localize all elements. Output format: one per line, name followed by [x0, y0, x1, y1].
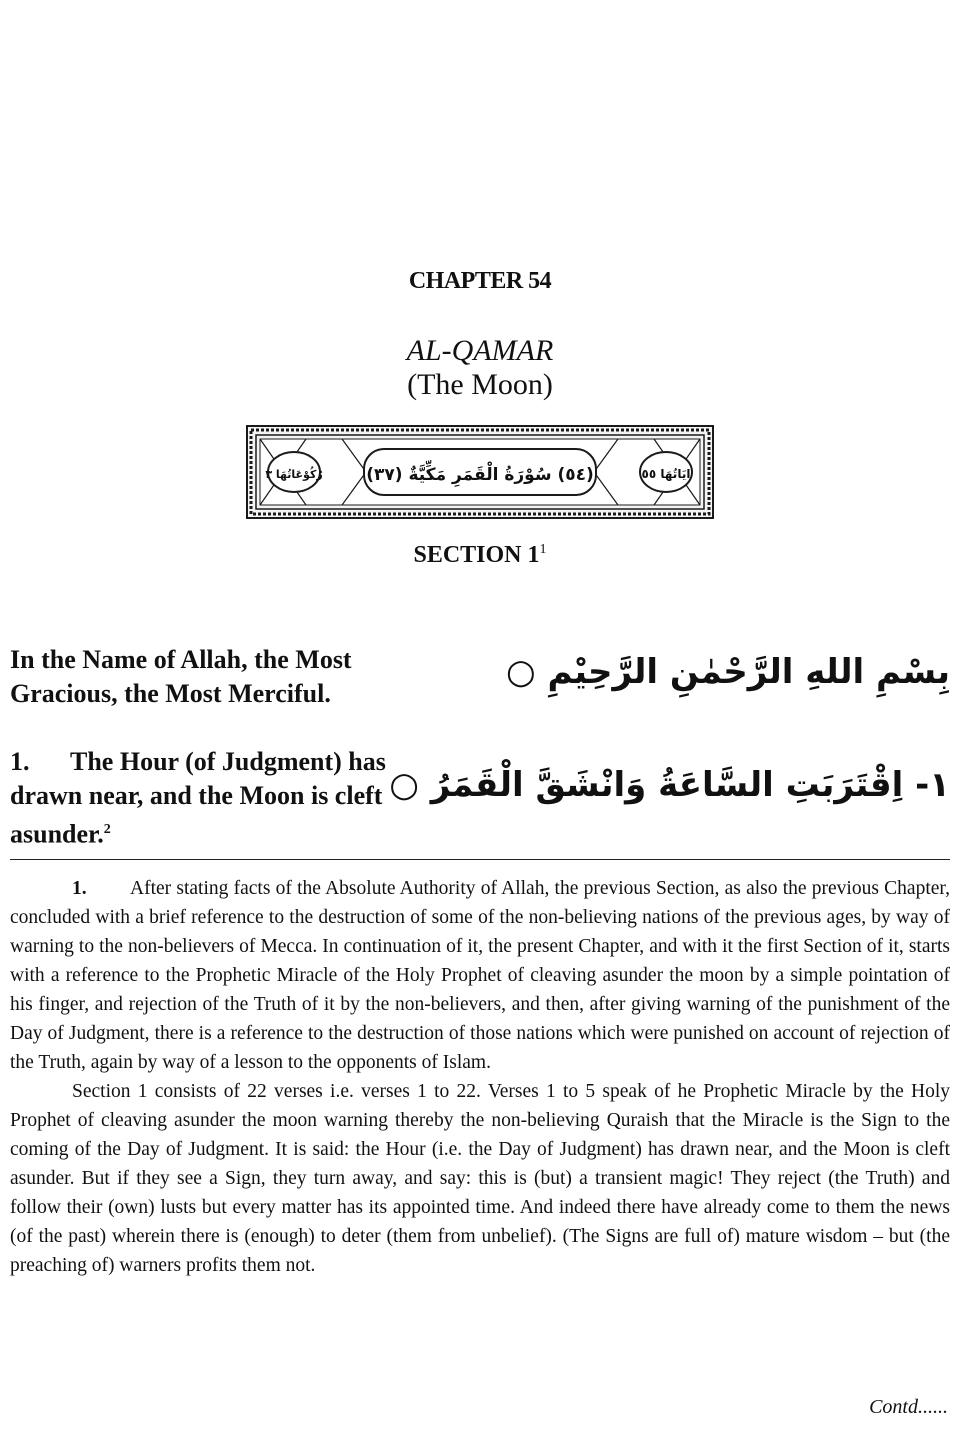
- section-heading: [0, 542, 960, 569]
- verse-1-arabic: ١- اِقْتَرَبَتِ السَّاعَةُ وَانْشَقَّ الْقَمَرُ ○: [389, 765, 950, 805]
- ornamental-frame: [246, 425, 714, 519]
- banner-center-title: (٥٤) سُوْرَةُ الْقَمَرِ مَكِّيَّةٌ (٣٧): [366, 465, 594, 485]
- continued-label: Contd......: [869, 1396, 948, 1418]
- footnote-1-number: 1.: [72, 878, 87, 899]
- footnote-1: [10, 874, 950, 1077]
- footnote-paragraph-2: Section 1 consists of 22 verses i.e. verses 1 to 22. Verses 1 to 5 speak of he Prophetic Miracle by the Holy Prophet of cleaving asunder the moon warning thereby the non-believing Quraish that the Miracle is the Sign to the coming of the Day of Judgment. It is said: the Hour (i.e. the Day of Judgment) has drawn near, and the Moon is cleft asunder. But if they see a Sign, they turn away, and say: this is (but) a transient magic! They reject (the Truth) and follow their (own) lusts but every matter has its appointed time. And indeed there have already come to them the news (of the past) wherein there is (enough) to deter (them from unbelief). (The Signs are full of) mature wisdom – but (the preaching of) warners profits them not.: [10, 1081, 950, 1276]
- basmala-arabic: بِسْمِ اللهِ الرَّحْمٰنِ الرَّحِيْمِ ○: [505, 652, 950, 692]
- surah-title-banner: [246, 425, 714, 519]
- verse-1-translation: [10, 745, 420, 852]
- section-footnote-ref: 1: [539, 542, 547, 557]
- footnote-1-text: After stating facts of the Absolute Authority of Allah, the previous Section, as also the previous Chapter, concluded with a brief reference to the destruction of some of the non-believing nations of the previous ages, by way of warning to the non-believers of Mecca. In continuation of it, the present Chapter, and with it the first Section of it, starts with a reference to the Prophetic Miracle of the Holy Prophet of cleaving asunder the moon by a simple pointation of his finger, and rejection of the Truth of it by the non-believers, and then, after giving warning of the punishment of the Day of Judgment, there is a reference to the destruction of those nations which were punished on account of rejection of the Truth, again by way of a lesson to the opponents of Islam.: [10, 878, 950, 1073]
- chapter-heading: CHAPTER 54: [408, 268, 552, 294]
- section-label: SECTION 1: [413, 542, 540, 568]
- footnote-divider: [10, 859, 950, 860]
- banner-right-label: رُكُوْعَاتُهَا ٣: [265, 468, 323, 481]
- verse-1-footnote-ref: 2: [103, 822, 111, 837]
- footnotes: [10, 874, 950, 1280]
- surah-name: AL-QAMAR: [406, 334, 554, 367]
- banner-left-label: ايَاتُهَا ٥٥: [641, 467, 691, 481]
- basmala-translation: In the Name of Allah, the Most Gracious, the Most Merciful.: [10, 645, 352, 708]
- verse-1-text: The Hour (of Judgment) has drawn near, and the Moon is cleft asunder.: [10, 747, 386, 849]
- verse-number: 1.: [10, 747, 30, 776]
- surah-translation: (The Moon): [407, 368, 553, 401]
